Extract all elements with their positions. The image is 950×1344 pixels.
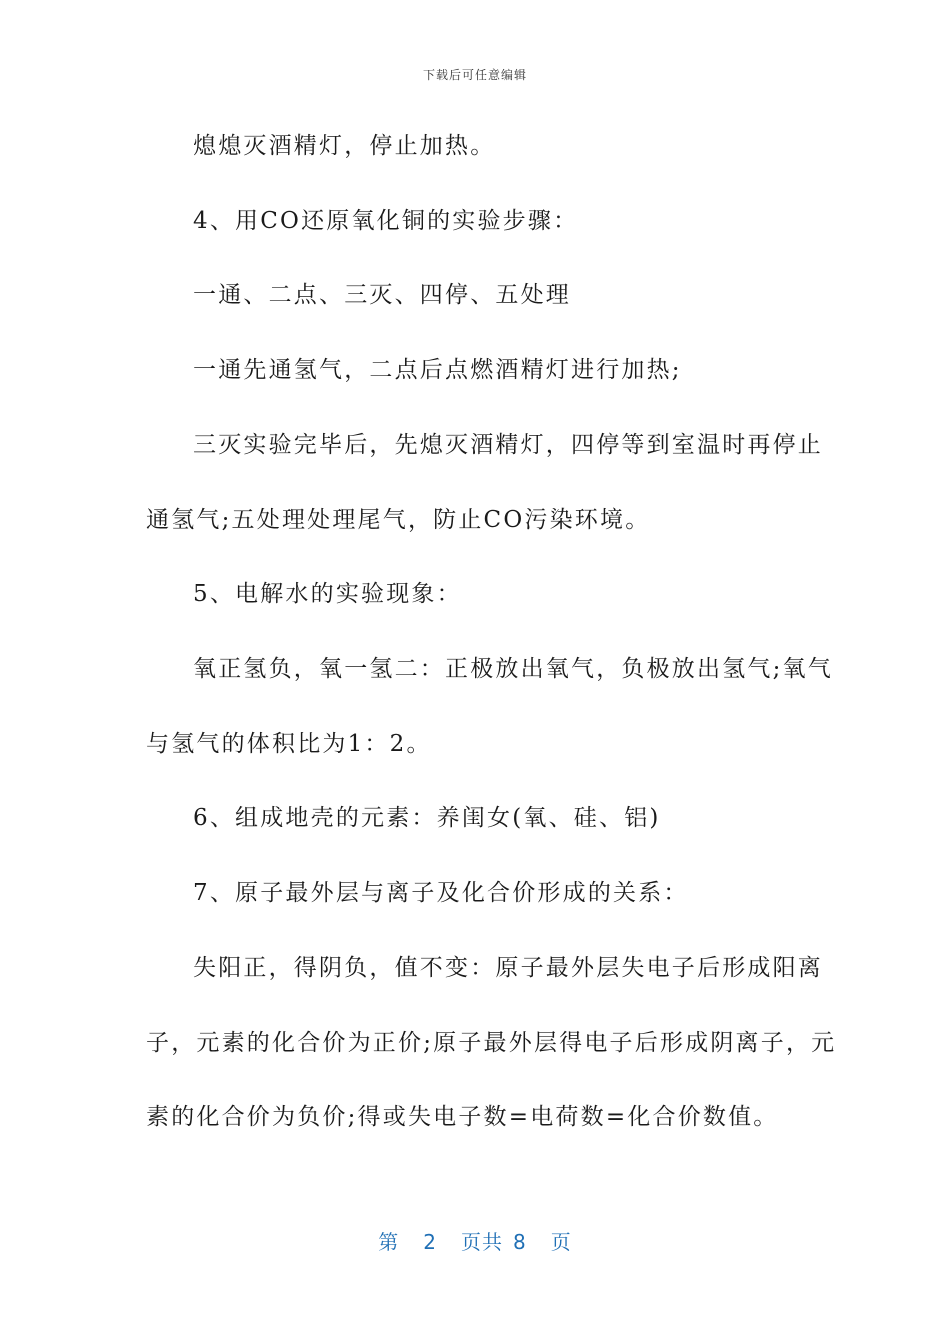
body-line: 一通、二点、三灭、四停、五处理 [193,282,571,308]
body-line: 氧正氢负，氧一氢二：正极放出氧气，负极放出氢气;氧气 [193,656,833,682]
footer-current-page: 2 [423,1230,437,1254]
body-line: 一通先通氢气，二点后点燃酒精灯进行加热; [193,357,682,383]
body-line: 4、用CO还原氧化铜的实验步骤： [193,208,579,234]
footer-prefix: 第 [378,1230,400,1254]
body-line: 5、电解水的实验现象： [193,581,462,607]
footer-suffix: 页 [550,1230,572,1254]
body-line: 三灭实验完毕后，先熄灭酒精灯，四停等到室温时再停止 [193,432,823,458]
body-line: 6、组成地壳的元素：养闺女(氧、硅、铝) [193,805,661,831]
body-line: 与氢气的体积比为1：2。 [146,731,432,757]
footer-middle: 页共 [461,1230,503,1254]
page-number-footer [0,1226,950,1255]
footer-total-pages: 8 [513,1230,527,1254]
body-line: 子，元素的化合价为正价;原子最外层得电子后形成阴离子，元 [146,1030,837,1056]
body-line: 熄熄灭酒精灯，停止加热。 [193,133,496,159]
body-line: 7、原子最外层与离子及化合价形成的关系： [193,880,689,906]
body-line: 通氢气;五处理处理尾气，防止CO污染环境。 [146,507,651,533]
body-line: 失阳正，得阴负，值不变：原子最外层失电子后形成阳离 [193,955,823,981]
body-line: 素的化合价为负价;得或失电子数=电荷数=化合价数值。 [146,1104,779,1130]
header-note: 下载后可任意编辑 [422,68,527,82]
